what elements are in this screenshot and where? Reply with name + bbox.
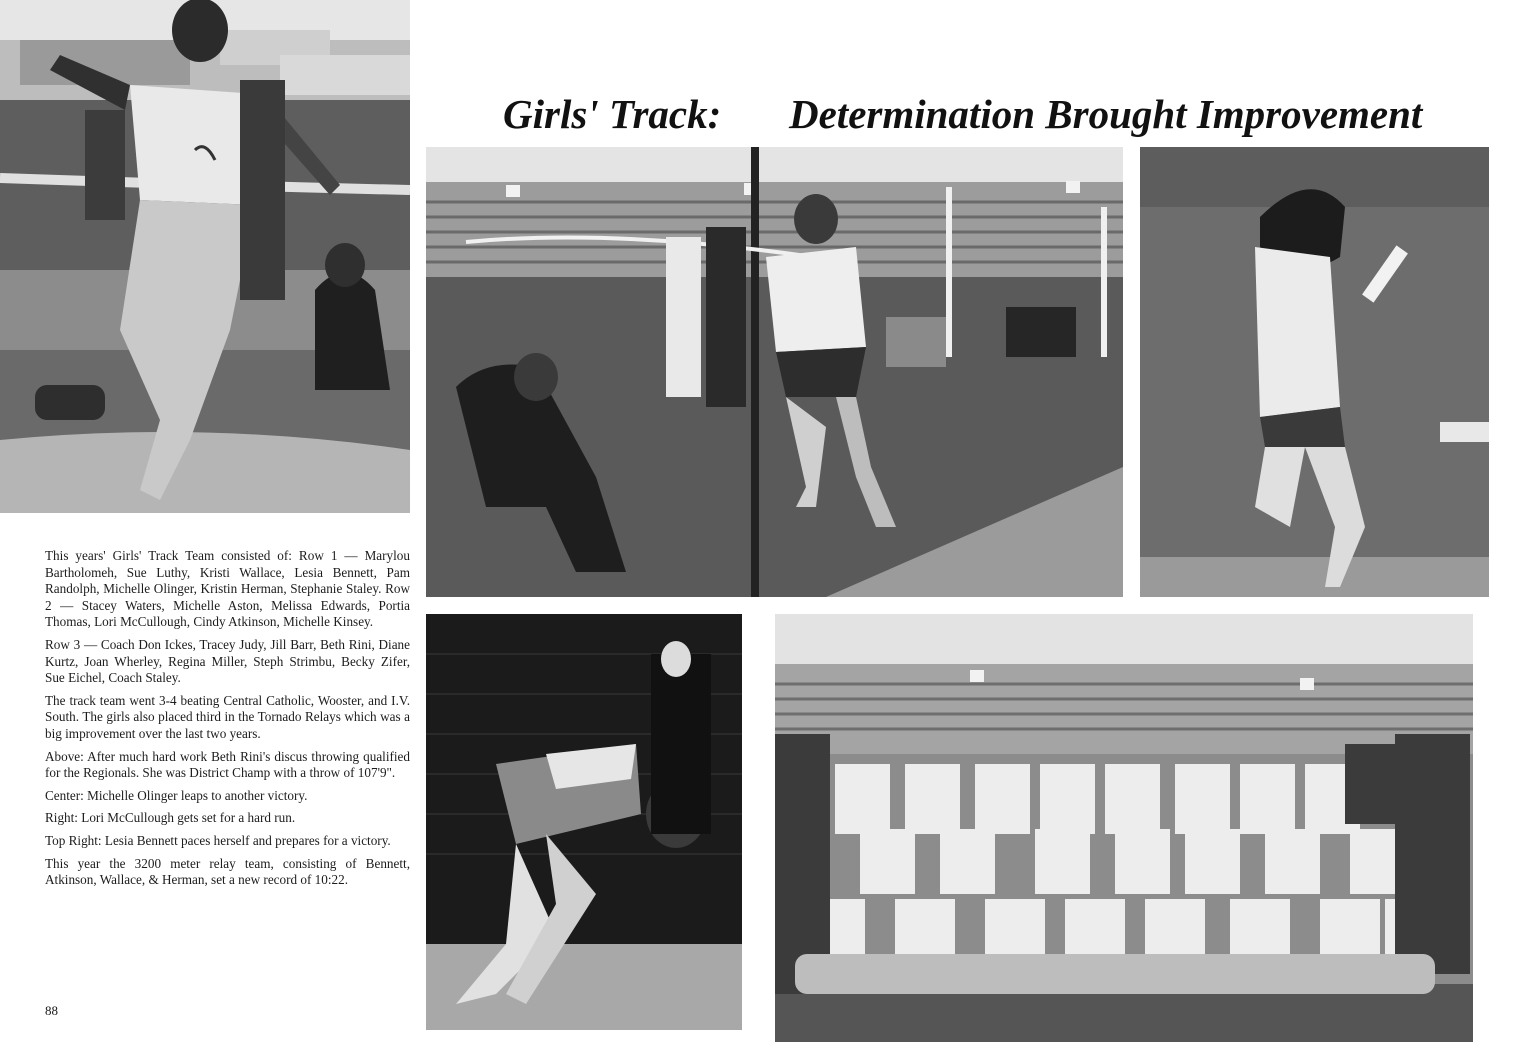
photo-relay-runner	[1140, 147, 1489, 597]
caption-roster-row-3: Row 3 — Coach Don Ickes, Tracey Judy, Jill Barr, Beth Rini, Diane Kurtz, Joan Wherley, Regina Miller, Steph Strimbu, Becky Zifer, Sue Eichel, Coach Staley.	[45, 636, 410, 686]
caption-text	[45, 548, 410, 895]
relay-start-illustration	[426, 614, 742, 1030]
long-jump-illustration	[426, 147, 1123, 597]
heading-right: Determination Brought Improvement	[789, 91, 1423, 137]
team-photo-illustration	[775, 614, 1473, 1042]
caption-relay-record: This year the 3200 meter relay team, consisting of Bennett, Atkinson, Wallace, & Herman, set a new record of 10:22.	[45, 855, 410, 888]
discus-thrower-illustration	[0, 0, 410, 513]
caption-center: Center: Michelle Olinger leaps to another victory.	[45, 787, 308, 803]
caption-roster-rows-1-2: This years' Girls' Track Team consisted of: Row 1 — Marylou Bartholomeh, Sue Luthy, Kristi Wallace, Lesia Bennett, Pam Randolph, Michelle Olinger, Kristin Herman, Stephanie Staley. Row 2 — Stacey Waters, Michelle Aston, Melissa Edwards, Portia Thomas, Lori McCullough, Cindy Atkinson, Michelle Kinsey.	[45, 548, 410, 630]
photo-long-jump	[426, 147, 1123, 597]
caption-season-summary: The track team went 3-4 beating Central Catholic, Wooster, and I.V. South. The girls also placed third in the Tornado Relays which was a big improvement over the last two years.	[45, 692, 410, 741]
photo-discus-thrower	[0, 0, 410, 513]
caption-above: Above: After much hard work Beth Rini's discus throwing qualified for the Regionals. She was District Champ with a throw of 107'9".	[45, 748, 410, 781]
page-number: 88	[45, 1003, 58, 1018]
photo-relay-start	[426, 614, 742, 1030]
relay-runner-illustration	[1140, 147, 1489, 597]
caption-top-right: Top Right: Lesia Bennett paces herself and prepares for a victory.	[45, 832, 391, 848]
caption-right: Right: Lori McCullough gets set for a hard run.	[45, 810, 296, 826]
heading-left: Girls' Track:	[503, 91, 722, 137]
photo-team	[775, 614, 1473, 1042]
